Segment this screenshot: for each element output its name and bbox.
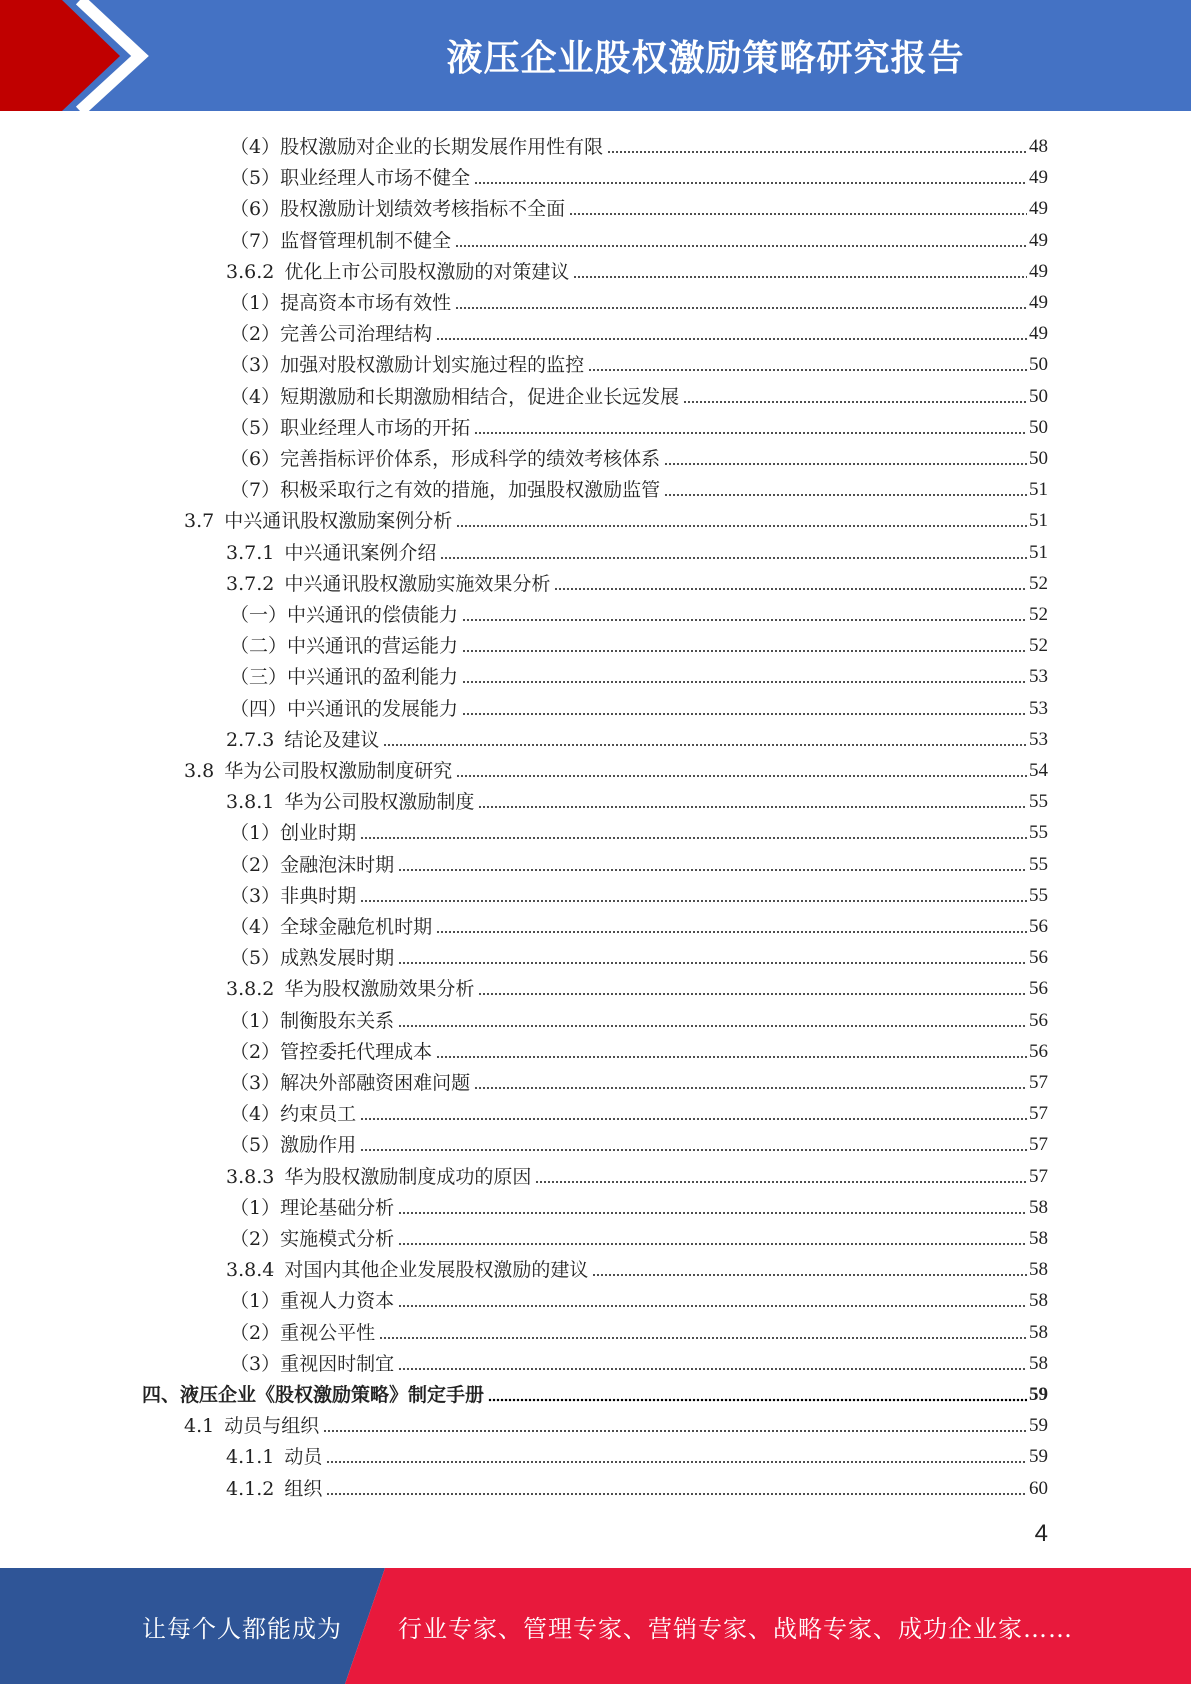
toc-page-number: 58 xyxy=(1029,1196,1048,1218)
toc-page-number: 51 xyxy=(1029,510,1048,532)
toc-entry-label: （1）制衡股东关系 xyxy=(230,1009,395,1032)
toc-entry-label: （6）股权激励计划绩效考核指标不全面 xyxy=(230,198,566,221)
toc-page-number: 60 xyxy=(1029,1477,1048,1499)
toc-entry-label: （4）股权激励对企业的长期发展作用性有限 xyxy=(230,136,604,158)
toc-dot-leader xyxy=(488,1398,1027,1402)
footer-slogan: 让每个人都能成为 xyxy=(142,1614,342,1643)
toc-entry-title xyxy=(230,946,396,970)
toc-entry[interactable] xyxy=(226,877,1048,908)
toc-dot-leader xyxy=(462,712,1027,716)
toc-entry-title xyxy=(230,884,358,908)
toc-page-number: 58 xyxy=(1029,1352,1048,1374)
toc-entry-label: （三）中兴通讯的盈利能力 xyxy=(230,666,459,689)
toc-entry-label: （3）解决外部融资困难问题 xyxy=(230,1072,471,1094)
toc-entry-title xyxy=(230,1227,396,1251)
toc-entry-label: 中兴通讯股权激励案例分析 xyxy=(224,510,453,533)
toc-entry-number: 3.7.2 xyxy=(226,572,275,595)
toc-dot-leader xyxy=(398,1304,1027,1308)
toc-dot-leader xyxy=(573,275,1027,279)
page-header xyxy=(0,0,1191,111)
toc-entry[interactable] xyxy=(226,1158,1048,1189)
toc-dot-leader xyxy=(398,961,1027,965)
toc-entry[interactable] xyxy=(226,409,1048,440)
toc-entry-number: 3.8.1 xyxy=(226,791,275,814)
toc-dot-leader xyxy=(474,431,1027,435)
toc-entry-label: （6）完善指标评价体系，形成科学的绩效考核体系 xyxy=(230,448,661,470)
toc-dot-leader xyxy=(588,368,1027,372)
toc-dot-leader xyxy=(379,1336,1027,1340)
toc-entry-number: 3.7.1 xyxy=(226,541,275,564)
toc-entry-label: 华为公司股权激励制度研究 xyxy=(224,760,453,782)
toc-entry[interactable] xyxy=(226,690,1048,721)
toc-entry-title xyxy=(230,665,460,689)
toc-dot-leader xyxy=(323,1429,1027,1433)
toc-entry[interactable] xyxy=(226,627,1048,658)
toc-entry-number: 4.1.1 xyxy=(226,1446,275,1469)
toc-dot-leader xyxy=(456,774,1027,778)
toc-entry-title xyxy=(226,728,381,752)
toc-dot-leader xyxy=(462,680,1027,684)
toc-entry[interactable] xyxy=(226,1033,1048,1064)
toc-dot-leader xyxy=(569,212,1027,216)
toc-entry[interactable] xyxy=(226,970,1048,1001)
toc-dot-leader xyxy=(462,618,1027,622)
toc-entry[interactable] xyxy=(226,565,1048,596)
toc-entry-label: 华为股权激励制度成功的原因 xyxy=(284,1165,532,1188)
toc-dot-leader xyxy=(398,1367,1027,1371)
toc-entry-number: 4.1 xyxy=(184,1415,215,1438)
toc-page-number: 52 xyxy=(1029,572,1048,594)
toc-dot-leader xyxy=(664,462,1027,466)
toc-page-number: 59 xyxy=(1029,1415,1048,1437)
toc-entry-label: （1）提高资本市场有效性 xyxy=(230,292,452,314)
toc-page-number: 56 xyxy=(1029,947,1048,969)
toc-page-number: 55 xyxy=(1029,822,1048,844)
toc-page-number: 58 xyxy=(1029,1321,1048,1343)
toc-entry-number: 3.8.2 xyxy=(226,978,275,1001)
toc-entry-title xyxy=(230,197,567,221)
toc-entry-title xyxy=(142,1383,486,1407)
toc-entry-label: （4）短期激励和长期激励相结合，促进企业长远发展 xyxy=(230,385,680,408)
toc-entry-label: （5）职业经理人市场不健全 xyxy=(230,167,471,190)
toc-page-number: 56 xyxy=(1029,916,1048,937)
toc-page-number: 57 xyxy=(1029,1134,1048,1156)
toc-entry[interactable] xyxy=(226,128,1048,159)
toc-entry-title xyxy=(226,572,552,596)
toc-page-number: 57 xyxy=(1029,1165,1048,1187)
toc-entry[interactable] xyxy=(226,1251,1048,1282)
page-footer xyxy=(0,1568,1191,1684)
toc-page-number: 57 xyxy=(1029,1072,1048,1093)
toc-entry[interactable] xyxy=(226,284,1048,315)
toc-dot-leader xyxy=(554,587,1027,591)
toc-dot-leader xyxy=(360,1148,1027,1152)
toc-page-number: 59 xyxy=(1029,1384,1048,1405)
toc-entry-title xyxy=(230,821,358,845)
toc-entry-label: （2）重视公平性 xyxy=(230,1321,376,1344)
toc-entry-title xyxy=(230,1352,396,1376)
toc-entry-title xyxy=(226,790,476,814)
toc-entry-title xyxy=(230,229,453,253)
toc-entry-title xyxy=(226,1258,590,1282)
toc-page-number: 50 xyxy=(1029,354,1048,376)
toc-page-number: 51 xyxy=(1029,541,1048,563)
toc-entry-title xyxy=(230,1196,396,1220)
toc-entry[interactable] xyxy=(226,846,1048,877)
toc-page-number: 55 xyxy=(1029,791,1048,813)
toc-entry[interactable] xyxy=(226,1126,1048,1157)
toc-entry-number: 3.7 xyxy=(184,510,215,533)
toc-entry[interactable] xyxy=(226,471,1048,502)
toc-dot-leader xyxy=(398,1024,1027,1028)
toc-entry-label: 结论及建议 xyxy=(284,728,380,751)
toc-entry-label: 动员 xyxy=(284,1446,323,1469)
toc-entry[interactable] xyxy=(226,534,1048,565)
toc-entry[interactable] xyxy=(226,1282,1048,1313)
toc-page-number: 49 xyxy=(1029,198,1048,220)
toc-dot-leader xyxy=(474,181,1027,185)
toc-entry-title xyxy=(230,447,662,471)
toc-entry-title xyxy=(230,853,396,877)
toc-dot-leader xyxy=(478,992,1027,996)
toc-dot-leader xyxy=(398,868,1027,872)
toc-page-number: 56 xyxy=(1029,978,1048,1000)
toc-page-number: 50 xyxy=(1029,448,1048,469)
toc-entry-title xyxy=(230,1133,358,1157)
toc-entry[interactable] xyxy=(226,783,1048,814)
toc-entry-label: （5）职业经理人市场的开拓 xyxy=(230,416,471,439)
toc-entry[interactable] xyxy=(226,378,1048,409)
toc-entry-title xyxy=(230,416,472,440)
toc-dot-leader xyxy=(360,899,1027,903)
toc-dot-leader xyxy=(436,337,1027,341)
toc-entry-label: 优化上市公司股权激励的对策建议 xyxy=(284,260,570,283)
toc-entry-title xyxy=(230,166,472,190)
toc-page-number: 48 xyxy=(1029,136,1048,157)
toc-entry-label: （7）积极采取行之有效的措施，加强股权激励监管 xyxy=(230,479,661,502)
toc-entry-label: （1）重视人力资本 xyxy=(230,1290,395,1313)
toc-entry-title xyxy=(230,603,460,627)
toc-entry-title xyxy=(226,260,571,284)
toc-entry-title xyxy=(230,1102,358,1126)
toc-entry-title xyxy=(226,1477,324,1501)
toc-page-number: 53 xyxy=(1029,697,1048,719)
toc-entry-title xyxy=(226,1445,324,1469)
toc-entry-label: （5）激励作用 xyxy=(230,1134,357,1157)
toc-entry[interactable] xyxy=(226,1189,1048,1220)
toc-entry[interactable] xyxy=(184,1407,1048,1438)
toc-entry[interactable] xyxy=(226,1002,1048,1033)
toc-entry-label: （7）监督管理机制不健全 xyxy=(230,229,452,252)
toc-entry-title xyxy=(230,385,681,409)
toc-page-number: 49 xyxy=(1029,229,1048,251)
toc-dot-leader xyxy=(474,1086,1027,1090)
toc-page-number: 49 xyxy=(1029,260,1048,282)
toc-entry-number: 3.8 xyxy=(184,760,215,782)
toc-entry[interactable] xyxy=(226,721,1048,752)
toc-entry-label: （2）实施模式分析 xyxy=(230,1228,395,1250)
toc-entry-title xyxy=(230,915,434,939)
toc-entry-number: 4.1.2 xyxy=(226,1477,275,1500)
toc-entry[interactable] xyxy=(184,752,1048,783)
toc-dot-leader xyxy=(398,1242,1027,1246)
toc-entry-title xyxy=(230,1040,434,1064)
toc-entry-title xyxy=(226,977,476,1001)
toc-dot-leader xyxy=(360,1117,1027,1121)
toc-entry-label: （4）全球金融危机时期 xyxy=(230,916,433,938)
toc-entry-title xyxy=(230,1321,377,1345)
toc-entry[interactable] xyxy=(226,658,1048,689)
toc-entry-number: 3.8.4 xyxy=(226,1259,275,1282)
toc-entry[interactable] xyxy=(226,222,1048,253)
toc-page-number: 56 xyxy=(1029,1040,1048,1062)
toc-entry-label: （二）中兴通讯的营运能力 xyxy=(230,635,459,658)
toc-dot-leader xyxy=(592,1273,1027,1277)
toc-entry-title xyxy=(230,353,586,377)
toc-entry-title xyxy=(230,697,460,721)
toc-entry-label: （5）成熟发展时期 xyxy=(230,947,395,970)
toc-page-number: 58 xyxy=(1029,1259,1048,1281)
toc-page-number: 49 xyxy=(1029,167,1048,189)
toc-entry[interactable] xyxy=(226,1095,1048,1126)
toc-dot-leader xyxy=(455,306,1027,310)
toc-entry-label: （3）重视因时制宜 xyxy=(230,1352,395,1375)
toc-page-number: 55 xyxy=(1029,884,1048,906)
toc-dot-leader xyxy=(478,805,1027,809)
toc-entry-title xyxy=(230,1289,396,1313)
toc-dot-leader xyxy=(440,556,1027,560)
toc-page-number: 53 xyxy=(1029,728,1048,750)
toc-entry-label: （四）中兴通讯的发展能力 xyxy=(230,697,459,720)
toc-page-number: 57 xyxy=(1029,1103,1048,1125)
toc-entry-label: （3）非典时期 xyxy=(230,884,357,907)
toc-page-number: 56 xyxy=(1029,1009,1048,1031)
toc-page-number: 51 xyxy=(1029,479,1048,501)
toc-dot-leader xyxy=(455,244,1027,248)
toc-entry[interactable] xyxy=(226,1470,1048,1501)
toc-entry-label: 对国内其他企业发展股权激励的建议 xyxy=(284,1259,589,1282)
toc-page-number: 49 xyxy=(1029,323,1048,345)
toc-page-number: 53 xyxy=(1029,666,1048,688)
toc-entry-label: （一）中兴通讯的偿债能力 xyxy=(230,604,459,626)
toc-entry-title xyxy=(230,1009,396,1033)
toc-entry-title xyxy=(230,322,434,346)
toc-entry-title xyxy=(226,541,438,565)
toc-entry[interactable] xyxy=(226,1220,1048,1251)
toc-page-number: 49 xyxy=(1029,292,1048,313)
toc-dot-leader xyxy=(383,743,1027,747)
toc-entry[interactable] xyxy=(226,1345,1048,1376)
toc-entry-label: 组织 xyxy=(284,1477,323,1500)
toc-dot-leader xyxy=(664,493,1027,497)
toc-entry[interactable] xyxy=(226,440,1048,471)
toc-entry-label: （1）创业时期 xyxy=(230,822,357,845)
toc-entry-title xyxy=(184,509,454,533)
toc-entry[interactable] xyxy=(226,908,1048,939)
toc-entry-label: （2）完善公司治理结构 xyxy=(230,323,433,346)
toc-dot-leader xyxy=(436,1055,1027,1059)
toc-entry[interactable] xyxy=(226,814,1048,845)
toc-entry-title xyxy=(230,135,605,159)
toc-dot-leader xyxy=(462,649,1027,653)
toc-page-number: 54 xyxy=(1029,760,1048,781)
toc-entry[interactable] xyxy=(226,1314,1048,1345)
page-number: 4 xyxy=(1034,1520,1048,1547)
toc-page-number: 52 xyxy=(1029,604,1048,625)
toc-entry-title xyxy=(230,291,453,315)
toc-dot-leader xyxy=(326,1460,1027,1464)
toc-entry[interactable] xyxy=(184,502,1048,533)
toc-entry-title xyxy=(230,1071,472,1095)
toc-entry-label: （4）约束员工 xyxy=(230,1103,357,1126)
toc-page-number: 58 xyxy=(1029,1228,1048,1249)
toc-entry-label: 中兴通讯股权激励实施效果分析 xyxy=(284,572,551,595)
toc-dot-leader xyxy=(456,524,1027,528)
toc-entry-title xyxy=(184,759,454,783)
toc-entry-label: （2）管控委托代理成本 xyxy=(230,1040,433,1063)
toc-dot-leader xyxy=(535,1180,1027,1184)
toc-page-number: 59 xyxy=(1029,1446,1048,1468)
toc-entry[interactable] xyxy=(226,1438,1048,1469)
toc-entry-title xyxy=(230,634,460,658)
toc-entry-label: （3）加强对股权激励计划实施过程的监控 xyxy=(230,354,585,377)
toc-dot-leader xyxy=(436,930,1027,934)
toc-entry-number: 3.8.3 xyxy=(226,1165,275,1188)
toc-entry[interactable] xyxy=(226,346,1048,377)
toc-entry[interactable] xyxy=(226,159,1048,190)
toc-page-number: 50 xyxy=(1029,385,1048,407)
toc-dot-leader xyxy=(360,836,1027,840)
toc-entry-title xyxy=(230,478,662,502)
toc-entry-label: 华为公司股权激励制度 xyxy=(284,791,475,814)
toc-dot-leader xyxy=(607,150,1027,154)
toc-page-number: 52 xyxy=(1029,635,1048,657)
document-title: 液压企业股权激励策略研究报告 xyxy=(446,38,965,79)
toc-entry[interactable] xyxy=(142,1376,1048,1407)
toc-page-number: 58 xyxy=(1029,1290,1048,1312)
toc-entry-title xyxy=(184,1414,321,1438)
toc-entry[interactable] xyxy=(226,1064,1048,1095)
toc-entry-label: （1）理论基础分析 xyxy=(230,1196,395,1219)
toc-entry[interactable] xyxy=(226,190,1048,221)
toc-page-number: 55 xyxy=(1029,853,1048,875)
toc-entry-label: 中兴通讯案例介绍 xyxy=(284,541,437,564)
toc-entry[interactable] xyxy=(226,939,1048,970)
toc-entry[interactable] xyxy=(226,315,1048,346)
toc-entry-label: 华为股权激励效果分析 xyxy=(284,978,475,1001)
toc-dot-leader xyxy=(683,400,1027,404)
toc-entry-number: 3.6.2 xyxy=(226,260,275,283)
toc-entry-label: （2）金融泡沫时期 xyxy=(230,853,395,876)
toc-entry-label: 四、液压企业《股权激励策略》制定手册 xyxy=(142,1384,485,1406)
toc-dot-leader xyxy=(326,1492,1027,1496)
toc-entry-label: 动员与组织 xyxy=(224,1415,320,1438)
toc-entry-number: 2.7.3 xyxy=(226,728,275,751)
footer-experts-text: 行业专家、管理专家、营销专家、战略专家、成功企业家…… xyxy=(398,1614,1073,1643)
toc-page-number: 50 xyxy=(1029,416,1048,438)
toc-entry[interactable] xyxy=(226,596,1048,627)
toc-entry[interactable] xyxy=(226,253,1048,284)
toc-dot-leader xyxy=(398,1211,1027,1215)
toc-entry-title xyxy=(226,1165,533,1189)
